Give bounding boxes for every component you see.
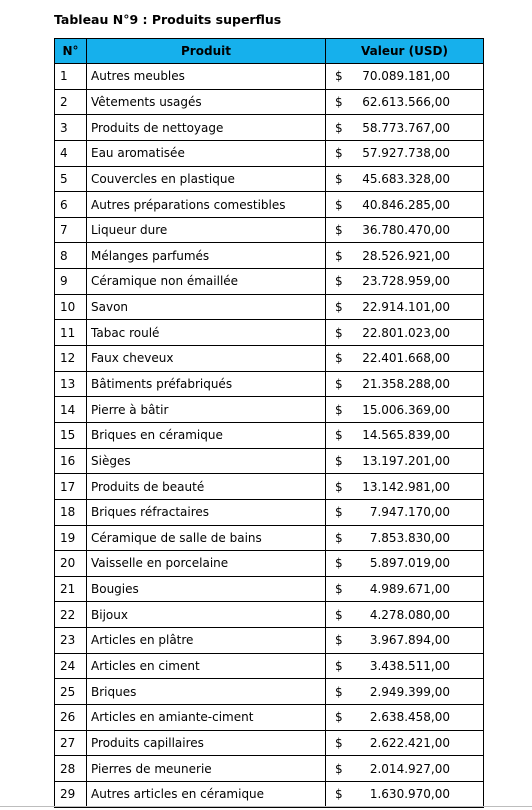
row-amount: 13.197.201,00	[362, 453, 450, 468]
row-value	[326, 397, 484, 423]
row-value	[326, 89, 484, 115]
currency-symbol: $	[335, 274, 343, 289]
row-value	[326, 166, 484, 192]
row-product: Bijoux	[87, 602, 326, 628]
table-row	[55, 371, 484, 397]
row-number: 27	[55, 730, 87, 756]
row-product: Produits de nettoyage	[87, 115, 326, 141]
row-amount: 7.853.830,00	[369, 530, 450, 545]
table-row	[55, 166, 484, 192]
row-number: 6	[55, 192, 87, 218]
currency-symbol: $	[335, 325, 343, 340]
table-row	[55, 551, 484, 577]
row-amount: 4.989.671,00	[369, 582, 450, 597]
row-number: 21	[55, 576, 87, 602]
row-value	[326, 346, 484, 372]
row-number: 18	[55, 499, 87, 525]
row-number: 13	[55, 371, 87, 397]
row-amount: 2.949.399,00	[369, 684, 450, 699]
row-amount: 22.801.023,00	[362, 325, 450, 340]
table-row	[55, 576, 484, 602]
currency-symbol: $	[335, 171, 343, 186]
row-product: Articles en amiante-ciment	[87, 705, 326, 731]
row-amount: 70.089.181,00	[362, 69, 450, 84]
row-value	[326, 525, 484, 551]
row-value	[326, 628, 484, 654]
row-product: Couvercles en plastique	[87, 166, 326, 192]
row-amount: 57.927.738,00	[362, 146, 450, 161]
table-row	[55, 499, 484, 525]
currency-symbol: $	[335, 120, 343, 135]
currency-symbol: $	[335, 633, 343, 648]
row-value	[326, 679, 484, 705]
table-row	[55, 269, 484, 295]
row-number: 28	[55, 756, 87, 782]
currency-symbol: $	[335, 94, 343, 109]
table-row	[55, 217, 484, 243]
row-product: Pierres de meunerie	[87, 756, 326, 782]
table-row	[55, 525, 484, 551]
row-value	[326, 294, 484, 320]
table-row	[55, 397, 484, 423]
row-value	[326, 756, 484, 782]
row-number: 17	[55, 474, 87, 500]
row-amount: 13.142.981,00	[362, 479, 450, 494]
row-product: Savon	[87, 294, 326, 320]
table-row	[55, 474, 484, 500]
row-product: Liqueur dure	[87, 217, 326, 243]
row-amount: 36.780.470,00	[362, 223, 450, 238]
row-number: 26	[55, 705, 87, 731]
row-value	[326, 705, 484, 731]
table-row	[55, 243, 484, 269]
row-number: 15	[55, 422, 87, 448]
row-amount: 58.773.767,00	[362, 120, 450, 135]
currency-symbol: $	[335, 659, 343, 674]
currency-symbol: $	[335, 607, 343, 622]
row-value	[326, 192, 484, 218]
table-row	[55, 422, 484, 448]
row-value	[326, 422, 484, 448]
row-number: 4	[55, 140, 87, 166]
row-number: 10	[55, 294, 87, 320]
table-body	[55, 64, 484, 808]
row-product: Autres articles en céramique	[87, 781, 326, 807]
table-row	[55, 705, 484, 731]
row-number: 24	[55, 653, 87, 679]
row-product: Sièges	[87, 448, 326, 474]
table-row	[55, 781, 484, 807]
row-value	[326, 115, 484, 141]
row-product: Céramique de salle de bains	[87, 525, 326, 551]
table-row	[55, 653, 484, 679]
products-table	[54, 38, 484, 808]
currency-symbol: $	[335, 146, 343, 161]
table-row	[55, 448, 484, 474]
currency-symbol: $	[335, 248, 343, 263]
row-amount: 28.526.921,00	[362, 248, 450, 263]
table-row	[55, 140, 484, 166]
row-value	[326, 140, 484, 166]
currency-symbol: $	[335, 453, 343, 468]
row-product: Briques	[87, 679, 326, 705]
row-amount: 2.622.421,00	[369, 735, 450, 750]
row-value	[326, 448, 484, 474]
row-value	[326, 602, 484, 628]
currency-symbol: $	[335, 479, 343, 494]
currency-symbol: $	[335, 556, 343, 571]
row-product: Eau aromatisée	[87, 140, 326, 166]
row-amount: 45.683.328,00	[362, 171, 450, 186]
row-product: Articles en ciment	[87, 653, 326, 679]
row-product: Vaisselle en porcelaine	[87, 551, 326, 577]
row-amount: 2.014.927,00	[369, 761, 450, 776]
row-amount: 22.401.668,00	[362, 351, 450, 366]
currency-symbol: $	[335, 351, 343, 366]
row-number: 1	[55, 64, 87, 90]
row-number: 3	[55, 115, 87, 141]
table-row	[55, 294, 484, 320]
row-value	[326, 653, 484, 679]
row-value	[326, 320, 484, 346]
currency-symbol: $	[335, 428, 343, 443]
row-amount: 2.638.458,00	[369, 710, 450, 725]
row-value	[326, 551, 484, 577]
row-product: Produits de beauté	[87, 474, 326, 500]
table-row	[55, 679, 484, 705]
row-amount: 21.358.288,00	[362, 377, 450, 391]
row-amount: 15.006.369,00	[362, 402, 450, 417]
row-value	[326, 474, 484, 500]
row-value	[326, 64, 484, 90]
row-number: 11	[55, 320, 87, 346]
row-product: Bâtiments préfabriqués	[87, 371, 326, 397]
table-row	[55, 89, 484, 115]
table-row	[55, 64, 484, 90]
row-number: 29	[55, 781, 87, 807]
currency-symbol: $	[335, 197, 343, 212]
row-product: Tabac roulé	[87, 320, 326, 346]
currency-symbol: $	[335, 710, 343, 725]
row-number: 16	[55, 448, 87, 474]
row-number: 23	[55, 628, 87, 654]
row-product: Produits capillaires	[87, 730, 326, 756]
row-amount: 40.846.285,00	[362, 197, 450, 212]
row-number: 12	[55, 346, 87, 372]
currency-symbol: $	[335, 761, 343, 776]
row-amount: 5.897.019,00	[369, 556, 450, 571]
row-amount: 1.630.970,00	[369, 787, 450, 802]
currency-symbol: $	[335, 684, 343, 699]
row-number: 20	[55, 551, 87, 577]
row-product: Briques réfractaires	[87, 499, 326, 525]
row-product: Faux cheveux	[87, 346, 326, 372]
currency-symbol: $	[335, 300, 343, 315]
table-row	[55, 320, 484, 346]
row-amount: 14.565.839,00	[362, 428, 450, 443]
row-product: Autres meubles	[87, 64, 326, 90]
row-amount: 3.967.894,00	[369, 633, 450, 648]
row-value	[326, 781, 484, 807]
row-amount: 7.947.170,00	[369, 505, 450, 520]
row-number: 9	[55, 269, 87, 295]
row-number: 7	[55, 217, 87, 243]
row-number: 2	[55, 89, 87, 115]
row-amount: 62.613.566,00	[362, 94, 450, 109]
header-value: Valeur (USD)	[326, 39, 484, 64]
row-value	[326, 217, 484, 243]
header-product: Produit	[87, 39, 326, 64]
currency-symbol: $	[335, 787, 343, 802]
row-amount: 22.914.101,00	[362, 300, 450, 315]
row-number: 8	[55, 243, 87, 269]
table-row	[55, 192, 484, 218]
table-row	[55, 756, 484, 782]
row-value	[326, 269, 484, 295]
currency-symbol: $	[335, 505, 343, 520]
currency-symbol: $	[335, 377, 343, 391]
row-product: Briques en céramique	[87, 422, 326, 448]
table-header-row	[55, 39, 484, 64]
currency-symbol: $	[335, 69, 343, 84]
table-caption: Tableau N°9 : Produits superflus	[54, 12, 282, 27]
row-number: 5	[55, 166, 87, 192]
row-amount: 23.728.959,00	[362, 274, 450, 289]
row-product: Bougies	[87, 576, 326, 602]
currency-symbol: $	[335, 530, 343, 545]
page-bottom-divider	[0, 806, 532, 807]
table-row	[55, 115, 484, 141]
row-product: Céramique non émaillée	[87, 269, 326, 295]
row-value	[326, 499, 484, 525]
row-amount: 3.438.511,00	[369, 659, 450, 674]
row-amount: 4.278.080,00	[369, 607, 450, 622]
table-row	[55, 602, 484, 628]
currency-symbol: $	[335, 582, 343, 597]
row-product: Vêtements usagés	[87, 89, 326, 115]
row-number: 19	[55, 525, 87, 551]
row-product: Articles en plâtre	[87, 628, 326, 654]
currency-symbol: $	[335, 402, 343, 417]
row-number: 25	[55, 679, 87, 705]
table-row	[55, 730, 484, 756]
row-number: 22	[55, 602, 87, 628]
currency-symbol: $	[335, 223, 343, 238]
table-row	[55, 346, 484, 372]
row-product: Autres préparations comestibles	[87, 192, 326, 218]
row-product: Pierre à bâtir	[87, 397, 326, 423]
row-value	[326, 576, 484, 602]
header-number: N°	[55, 39, 87, 64]
row-product: Mélanges parfumés	[87, 243, 326, 269]
row-value	[326, 730, 484, 756]
row-value	[326, 371, 484, 397]
currency-symbol: $	[335, 735, 343, 750]
row-value	[326, 243, 484, 269]
row-number: 14	[55, 397, 87, 423]
table-row	[55, 628, 484, 654]
